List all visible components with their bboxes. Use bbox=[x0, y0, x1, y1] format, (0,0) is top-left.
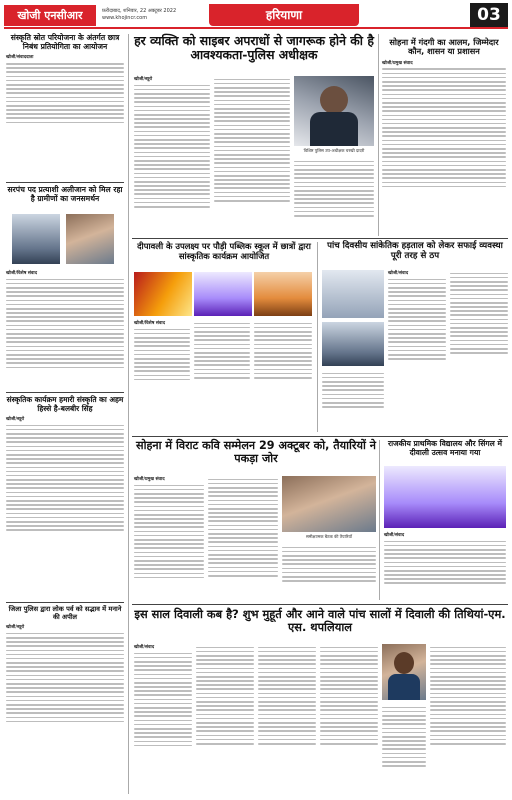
story-byline: खोजी/ब्यूरो bbox=[6, 625, 25, 631]
story-body bbox=[134, 320, 190, 383]
story-body-col2 bbox=[196, 644, 254, 747]
lead-headline: हर व्यक्ति को साइबर अपराधों से जागरूक होने की है आवश्यकता-पुलिस अधीक्षक bbox=[134, 33, 374, 63]
author-photo bbox=[382, 644, 426, 700]
story-body bbox=[6, 63, 124, 123]
story-body-col3 bbox=[258, 644, 316, 747]
masthead-meta bbox=[102, 8, 222, 22]
story-body-col2 bbox=[214, 76, 290, 204]
story-byline: खोजी/विशेष संवाद bbox=[6, 271, 37, 276]
story-body bbox=[382, 68, 506, 187]
column-rule bbox=[378, 34, 379, 236]
masthead bbox=[4, 3, 508, 29]
story-headline: जिला पुलिस द्वारा लोक पर्व को सद्भाव में मनाने की अपील bbox=[8, 605, 122, 621]
story-headline: राजकीय प्राथमिक विद्यालय और सिंगल में दीवाली उत्सव मनाया गया bbox=[387, 439, 503, 457]
story-body bbox=[134, 476, 204, 581]
divider bbox=[132, 436, 508, 437]
candidate-photo-2 bbox=[66, 214, 114, 264]
story-byline: खोजी/ब्यूरो bbox=[6, 417, 25, 423]
story-headline: इस साल दिवाली कब है? शुभ मुहूर्त और आने वाले पांच सालों में दिवाली की तिथियां-एम. एस. थपलियाल bbox=[134, 607, 506, 635]
story-body-col2 bbox=[208, 476, 278, 579]
divider bbox=[6, 602, 124, 603]
story-body bbox=[384, 532, 506, 587]
story-sohna-garbage bbox=[382, 38, 506, 190]
story-deepawali bbox=[134, 242, 314, 261]
paper-name: खोजी एनसीआर bbox=[4, 5, 96, 26]
story-byline: खोजी/प्रमुख संवाद bbox=[134, 477, 165, 482]
school-event-photo-1 bbox=[134, 272, 192, 316]
story-balbir bbox=[6, 396, 124, 534]
story-body-col3 bbox=[322, 370, 384, 410]
page-number: 03 bbox=[470, 3, 508, 27]
story-sarpanch bbox=[6, 186, 124, 203]
school-diwali-photo bbox=[384, 466, 506, 528]
story-headline: सोहना में विराट कवि सम्मेलन 29 अक्टूबर को, तैयारियों ने पकड़ा जोर bbox=[136, 439, 376, 465]
story-byline: खोजी/ब्यूरो bbox=[134, 77, 153, 82]
story-cyber bbox=[134, 34, 374, 63]
story-body bbox=[134, 644, 192, 749]
divider bbox=[132, 238, 508, 239]
story-body-col3 bbox=[254, 320, 312, 381]
story-rajkiya-school bbox=[382, 440, 508, 457]
story-headline: सोहना में गंदगी का आलम, जिम्मेदार कौन, शासन या प्रशासन bbox=[389, 37, 499, 57]
meeting-photo bbox=[282, 476, 376, 532]
column-rule bbox=[128, 34, 129, 794]
story-body bbox=[6, 270, 124, 371]
story-byline: खोजी/संवाद bbox=[134, 645, 155, 650]
website: www.khojincr.com bbox=[102, 15, 148, 21]
divider bbox=[6, 182, 124, 183]
story-byline: खोजी/संवाददाता bbox=[6, 55, 34, 61]
story-headline: सरपंच पद प्रत्याशी अलीजान को मिल रहा है ग्रामीणों का जनसमर्थन bbox=[7, 185, 123, 203]
issue-date: फ़रीदाबाद, शनिवार, 22 अक्टूबर 2022 bbox=[102, 8, 177, 14]
story-headline: संस्कृतिक कार्यक्रम हमारी संस्कृति का अहम हिस्से है-बलबीर सिंह bbox=[6, 395, 124, 413]
divider bbox=[132, 604, 508, 605]
story-byline: खोजी/संवाद bbox=[388, 271, 409, 276]
story-byline: खोजी/विशेष संवाद bbox=[134, 321, 165, 326]
story-body-col3 bbox=[282, 544, 376, 584]
candidate-photo-1 bbox=[12, 214, 60, 264]
story-headline: पांच दिवसीय सांकेतिक हड़ताल को लेकर सफाई व्यवस्था पूरी तरह से ठप bbox=[327, 241, 503, 261]
story-body bbox=[6, 633, 124, 723]
story-body bbox=[134, 76, 210, 210]
column-rule bbox=[317, 242, 318, 432]
garbage-photo-1 bbox=[322, 270, 384, 318]
story-kavi-sammelan bbox=[134, 440, 378, 466]
story-byline: खोजी/संवाद bbox=[384, 533, 405, 538]
story-body-col3 bbox=[294, 158, 374, 219]
column-rule bbox=[379, 440, 380, 600]
story-sanskriti bbox=[6, 34, 124, 126]
photo-caption: विशिष्ट पुलिस उप-अधीक्षक चरखी दादरी bbox=[303, 148, 365, 153]
story-body-col5 bbox=[430, 644, 506, 747]
superintendent-photo bbox=[294, 76, 374, 146]
story-body-col6 bbox=[382, 704, 426, 769]
story-body-col4 bbox=[320, 644, 378, 747]
story-body bbox=[388, 270, 446, 362]
story-body bbox=[6, 425, 124, 531]
divider bbox=[6, 392, 124, 393]
garbage-photo-2 bbox=[322, 322, 384, 366]
story-body-col2 bbox=[450, 270, 508, 356]
story-diwali-dates bbox=[134, 608, 506, 634]
story-police-appeal bbox=[6, 606, 124, 725]
story-strike bbox=[322, 242, 508, 262]
story-headline: संस्कृति स्रोत परियोजना के अंतर्गत छात्र निबंध प्रतियोगिता का आयोजन bbox=[10, 33, 120, 51]
school-event-photo-2 bbox=[194, 272, 252, 316]
photo-caption: समीक्षात्मक बैठक की तैयारियाँ bbox=[306, 534, 352, 539]
story-body-col2 bbox=[194, 320, 250, 381]
story-byline: खोजी/प्रमुख संवाद bbox=[382, 60, 413, 66]
school-event-photo-3 bbox=[254, 272, 312, 316]
story-headline: दीपावली के उपलक्ष्य पर पौड़ी पब्लिक स्कूल में छात्रों द्वारा सांस्कृतिक कार्यक्रम आयोजित bbox=[137, 241, 311, 261]
section-title: हरियाणा bbox=[209, 4, 359, 26]
